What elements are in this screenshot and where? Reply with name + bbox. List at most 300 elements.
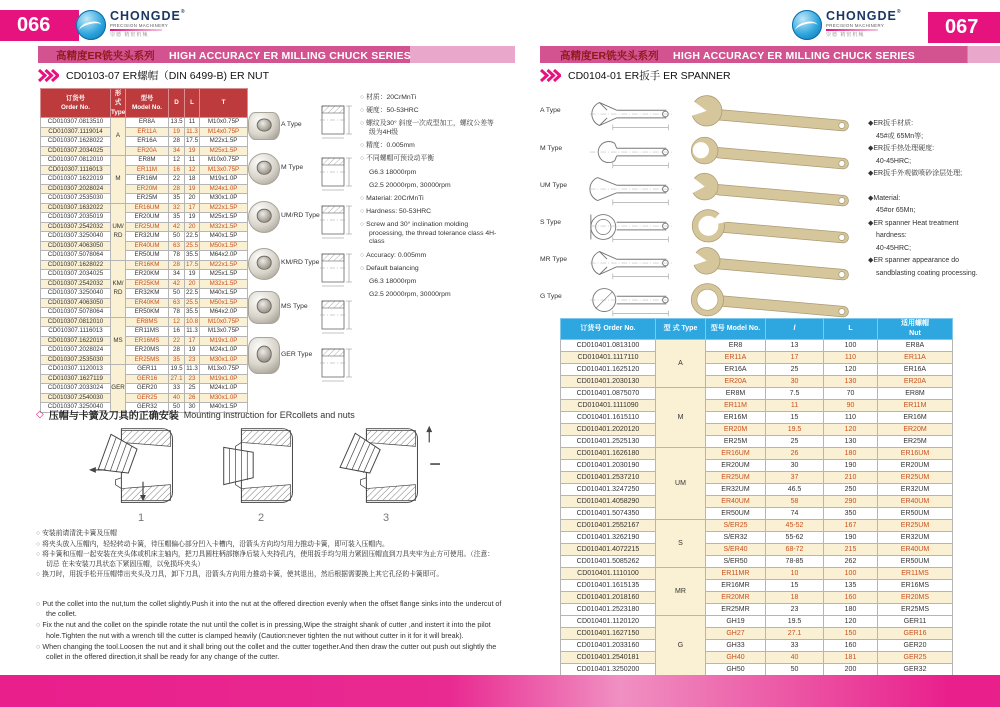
note-item: G2.5 20000rpm, 30000rpm [369,181,451,189]
nut-drawing-icon [320,293,354,342]
cell-model: ER25M [706,436,766,448]
footer-bar [0,675,1000,707]
column-header: 型号 Model No. [706,319,766,340]
cell-order-no: CD010307.3250040 [41,403,111,413]
cell-type-group: MR [656,568,706,616]
cell-l: 10.8 [185,317,199,325]
brand-accent-line [826,29,878,32]
cell-model: S/ER32 [706,532,766,544]
table-row [41,298,248,308]
cell-l: 35.5 [185,308,199,316]
cell-l-upper: 180 [824,604,878,616]
cell-l-upper: 150 [824,628,878,640]
cell-d: 78 [169,251,185,261]
cell-model: ER20MR [706,592,766,604]
cell-l: 19 [185,146,200,156]
cell-model: ER32KM [126,289,169,299]
cell-l: 20 [185,222,200,232]
nut-photo-km-rd-type [248,248,280,280]
cell-d: 50 [169,232,185,242]
section-title-text: CD0103-07 ER螺帽（DIN 6499-B) ER NUT [66,69,270,82]
table-row [41,175,248,185]
cell-l-lower: 55-62 [766,532,824,544]
nut-type-label: UM/RD Type [281,212,320,219]
cell-l: 11.3 [186,327,198,335]
cell-model: ER25M [126,194,169,204]
cell-t: M40x1.5P [200,232,248,242]
cell-nut: GER32 [878,664,953,676]
cell-order-no: CD010307.1632022 [41,203,111,213]
cell-order-no: CD010401.2030130 [561,376,656,388]
note-item: G2.5 20000rpm, 30000rpm [369,291,451,299]
cell-model: ER8 [706,340,766,352]
instruction-item: ○ 将夹头放入压帽内，轻轻转动卡簧，待压帽偏心部分凹入卡槽内，沿箭头方向均匀用力推动卡簧，即可装入压帽内。 [36,540,389,548]
cell-order-no: CD010307.0812010 [41,317,111,327]
cell-nut: ER16A [878,364,953,376]
table-row [41,251,248,261]
table-row [561,652,953,664]
cell-l-lower: 45-52 [766,520,824,532]
cell-nut: GER16 [878,628,953,640]
cell-nut: ER8M [878,388,953,400]
nut-photo-a-type [248,112,280,140]
cell-order-no: CD010307.4063050 [41,241,111,251]
table-row [41,384,248,394]
registered-mark: ® [180,9,186,15]
table-row [41,365,248,375]
brand-chinese: 崇德 精密机械 [826,31,865,38]
mounting-diagram-step-1 [88,424,198,513]
cell-l: 25.5 [185,298,199,306]
cell-l-upper: 120 [824,364,878,376]
cell-nut: ER32UM [878,484,953,496]
cell-d: 35 [169,194,185,204]
cell-model: ER20A [126,146,169,156]
cell-t: M13x0.75P [200,165,248,175]
cell-model: GER16 [126,374,169,384]
spanner-type-label: UM Type [540,182,568,189]
cell-model: ER16A [126,137,169,147]
table-row [561,472,953,484]
cell-d: 28 [169,346,185,356]
brand-name: CHONGDE® [826,9,902,23]
cell-l-lower: 50 [766,664,824,676]
cell-model: GER25 [126,393,169,403]
cell-l: 19 [185,213,200,223]
cell-order-no: CD010401.2552167 [561,520,656,532]
cell-nut: ER20MS [878,592,953,604]
cell-t: M32x1.5P [200,222,248,232]
cell-l: 12 [185,165,200,175]
globe-icon [792,10,822,40]
column-header: T [200,89,248,118]
cell-order-no: CD010401.0813100 [561,340,656,352]
cell-l-lower: 17 [766,352,824,364]
cell-model: ER20MS [126,346,169,356]
cell-l-lower: 58 [766,496,824,508]
cell-d: 13.5 [170,118,183,126]
table-row [561,532,953,544]
column-header: 订货号 Order No. [561,319,656,340]
cell-l: 30 [185,403,200,413]
cell-order-no: CD010307.1116013 [41,327,111,337]
cell-order-no: CD010307.2034025 [41,270,111,280]
table-row [561,340,953,352]
cell-order-no: CD010307.2028024 [41,346,111,356]
cell-l-lower: 26 [766,448,824,460]
note-item: ○ 材质：20CrMnTi [360,94,417,101]
cell-l: 11.3 [186,127,198,135]
cell-order-no: CD010307.5078064 [41,251,111,261]
cell-d: 19.5 [170,365,183,373]
cell-l-upper: 130 [824,436,878,448]
note-item: 45#or 65Mn; [876,207,916,214]
mounting-title-en: Mounting instruction for ERcollets and nuts [183,409,355,420]
table-row [41,203,248,213]
mounting-title-cn: 压帽与卡簧及刀具的正确安装 [48,411,179,422]
spanner-drawing-icon [588,135,674,176]
cell-order-no: CD010401.5085262 [561,556,656,568]
brand-subtitle: PRECISION MACHINERY [826,22,885,28]
cell-nut: ER25MS [878,604,953,616]
nut-photo-ger-type [248,337,280,374]
cell-model: ER16MR [706,580,766,592]
series-title-en: HIGH ACCURACY ER MILLING CHUCK SERIES [169,50,411,62]
cell-l-lower: 15 [766,580,824,592]
cell-d: 34 [169,146,185,156]
cell-t: M13x0.75P [200,327,248,337]
cell-model: ER11M [126,165,169,175]
cell-model: ER16MS [126,336,169,346]
cell-model: ER20M [706,424,766,436]
note-item: sandblasting coating processing. [876,269,978,277]
table-row [41,137,248,147]
cell-l-upper: 190 [824,460,878,472]
cell-l-lower: 19.5 [766,424,824,436]
cell-order-no: CD010401.4072215 [561,544,656,556]
cell-t: M30x1.0P [200,393,248,403]
cell-l-upper: 130 [824,376,878,388]
note-item: G6.3 18000rpm [369,168,417,176]
cell-t: M22x1.5P [200,137,248,147]
note-item: ◆ER扳手材质: [868,120,914,127]
table-row [41,213,248,223]
cell-d: 78 [169,308,185,318]
cell-t: M25x1.5P [200,146,248,156]
cell-d: 35 [169,355,185,365]
cell-l-upper: 70 [824,388,878,400]
cell-order-no: CD010401.2540181 [561,652,656,664]
nut-drawing-icon [320,246,354,295]
cell-model: ER25UM [706,472,766,484]
cell-model: GER32 [126,403,169,413]
cell-nut: ER11A [878,352,953,364]
cell-order-no: CD010401.1615110 [561,412,656,424]
cell-d: 63 [169,241,185,251]
mounting-instructions-en [36,599,502,663]
cell-d: 12 [169,156,185,166]
mounting-section-title [36,407,355,422]
note-item: ◆ER spanner appearance do [868,257,960,264]
cell-d: 40 [169,393,185,403]
cell-l-lower: 11 [766,400,824,412]
mounting-instructions-cn [36,529,499,581]
brand-accent-line [110,29,162,32]
cell-l-lower: 19.5 [766,616,824,628]
globe-icon [76,10,106,40]
nut-photo-ms-type [248,291,280,324]
cell-l-upper: 262 [824,556,878,568]
cell-order-no: CD010401.5074350 [561,508,656,520]
table-row [41,336,248,346]
cell-d: 28 [169,137,185,147]
cell-l-lower: 10 [766,568,824,580]
nut-drawing-icon [320,198,354,247]
table-row [41,241,248,251]
note-item: ○ 精度：0.005mm [360,142,415,150]
cell-order-no: CD010401.1627150 [561,628,656,640]
cell-l-upper: 167 [824,520,878,532]
brand-chinese: 崇德 精密机械 [110,31,149,38]
cell-order-no: CD010401.1110100 [561,568,656,580]
series-banner-right [540,46,1000,63]
cell-model: ER32UM [706,484,766,496]
cell-l-lower: 74 [766,508,824,520]
mounting-diagram-step-3 [333,424,443,513]
diagram-step-number: 3 [382,512,390,524]
cell-order-no: CD010307.2535030 [41,194,111,204]
cell-l: 17.5 [185,137,199,145]
cell-l-lower: 78-85 [766,556,824,568]
cell-t: M30x1.0P [200,355,248,365]
cell-nut: ER25UM [878,472,953,484]
column-header: 订货号 Order No. [41,89,111,118]
note-item: 40-45HRC; [876,244,912,252]
cell-l: 23 [185,374,200,384]
cell-order-no: CD010307.3250040 [41,289,111,299]
table-row [561,640,953,652]
cell-t: M24x1.0P [200,346,248,356]
series-title-cn: 高精度ER铣夹头系列 [56,50,155,62]
cell-model: ER20M [126,184,169,194]
nut-drawing-icon [320,150,354,199]
cell-order-no: CD010307.2542032 [41,222,111,232]
cell-t: M32x1.5P [200,279,248,289]
column-header: 适用螺帽 Nut [878,319,953,340]
note-item: G6.3 18000rpm [369,278,417,286]
cell-l-upper: 160 [824,640,878,652]
cell-type-group: M [111,156,126,204]
cell-t: M14x0.75P [200,127,248,137]
cell-d: 50 [169,403,185,413]
cell-model: GER11 [126,365,169,375]
table-row [41,222,248,232]
cell-model: ER16UM [126,203,169,213]
cell-order-no: CD010401.1120120 [561,616,656,628]
cell-t: M30x1.0P [200,194,248,204]
brand-text [110,10,186,38]
nut-drawing-icon [320,341,354,390]
spanner-type-label: M Type [540,145,563,152]
cell-t: M10x0.75P [200,156,248,166]
column-header: 形 式 Type [111,90,126,116]
table-row [561,388,953,400]
diagram-step-number: 2 [257,512,265,524]
cell-nut: ER16M [878,412,953,424]
nut-type-label: KM/RD Type [281,259,320,266]
cell-l-upper: 110 [824,352,878,364]
cell-order-no: CD010307.1627119 [41,374,111,384]
nut-notes [360,94,498,304]
cell-d: 32 [169,203,185,213]
cell-order-no: CD010307.2033024 [41,384,111,394]
instruction-item: ○ Put the collet into the nut,tum the collet slightly.Push it into the nut at the offered direction evenly when the offset flange sinks into the undercut of the collet. [36,599,502,619]
cell-model: ER50UM [706,508,766,520]
cell-l: 23 [185,355,200,365]
cell-t: M13x0.75P [200,365,248,375]
cell-type-group: GER [111,365,126,413]
table-row [41,118,248,128]
cell-l-upper: 160 [824,592,878,604]
chevrons-icon [38,69,59,82]
note-item: 40-45HRC; [876,157,912,165]
cell-order-no: CD010401.1117110 [561,352,656,364]
cell-order-no: CD010401.1111090 [561,400,656,412]
cell-t: M25x1.5P [200,270,248,280]
cell-order-no: CD010307.1622019 [41,336,111,346]
cell-nut: GER25 [878,652,953,664]
cell-l: 19 [185,270,200,280]
cell-order-no: CD010307.2028024 [41,184,111,194]
er-nut-table [40,88,248,413]
cell-order-no: CD010401.0875070 [561,388,656,400]
cell-model: ER50UM [126,251,169,261]
table-row [41,146,248,156]
cell-order-no: CD010307.2035019 [41,213,111,223]
cell-l-upper: 100 [824,340,878,352]
cell-model: ER11MS [126,327,169,337]
cell-order-no: CD010307.1628022 [41,260,111,270]
cell-t: M19x1.0P [200,336,248,346]
brand-text [826,10,902,38]
cell-d: 28 [169,260,185,270]
cell-order-no: CD010307.1116013 [41,165,111,175]
cell-model: S/ER50 [706,556,766,568]
cell-order-no: CD010401.3247250 [561,484,656,496]
spanner-type-label: G Type [540,293,562,300]
cell-t: M19x1.0P [200,374,248,384]
cell-order-no: CD010307.5078064 [41,308,111,318]
cell-t: M50x1.5P [200,298,248,308]
table-row [561,412,953,424]
cell-l-upper: 250 [824,484,878,496]
cell-order-no: CD010401.2523180 [561,604,656,616]
table-row [41,355,248,365]
cell-order-no: CD010401.1625120 [561,364,656,376]
cell-l-lower: 25 [766,436,824,448]
cell-order-no: CD010401.1615135 [561,580,656,592]
cell-model: ER11MR [706,568,766,580]
cell-type-group: S [656,520,706,568]
cell-order-no: CD010307.0813510 [41,118,111,128]
cell-order-no: CD010401.2033160 [561,640,656,652]
cell-t: M24x1.0P [200,384,248,394]
table-row [41,327,248,337]
cell-l-upper: 215 [824,544,878,556]
cell-l: 11.3 [186,365,198,373]
table-row [561,484,953,496]
cell-l-lower: 27.1 [766,628,824,640]
instruction-item: ○ 安装前请清洗卡簧及压帽 [36,530,117,537]
spanner-drawing-icon [588,246,674,287]
brand-logo-left [76,10,186,40]
column-header: L [185,89,200,118]
note-item: ◆ER spanner Heat treatment [868,219,959,227]
cell-l: 18 [185,175,200,185]
cell-order-no: CD010401.2018160 [561,592,656,604]
cell-l: 26 [185,393,200,403]
table-row [561,436,953,448]
cell-model: ER32UM [126,232,169,242]
note-item: ◆ER扳手外观做喷砂涂层处理; [868,170,963,177]
cell-type-group: A [111,118,126,156]
nut-type-label: M Type [281,164,304,171]
table-row [561,376,953,388]
instruction-item: ○ Fix the nut and the collet on the spindle rotate the nut until the collet is in pressing,Wipe the straight shank of cutter ,and instert it into the pilot hole.Tighten the nut with a wrench till the cutter is clamped heavily (Caution:never tighten the nut without cutter in it for it will break). [36,620,491,640]
cell-l-upper: 350 [824,508,878,520]
nut-type-label: A Type [281,121,302,128]
cell-l-lower: 30 [766,376,824,388]
table-row [41,393,248,403]
cell-model: ER25MS [126,355,169,365]
cell-order-no: CD010307.1120013 [41,365,111,375]
cell-nut: ER25M [878,436,953,448]
table-row [561,580,953,592]
spanner-photo-g-type [680,281,864,324]
spanner-type-label: S Type [540,219,562,226]
registered-mark: ® [896,9,902,15]
cell-order-no: CD010307.1628022 [41,137,111,147]
cell-nut: ER20M [878,424,953,436]
note-item: ○ Screw and 30° inclination molding processing, the thread tolerance class 4H-class [360,221,497,246]
cell-order-no: CD010307.2540030 [41,393,111,403]
table-row [561,352,953,364]
table-row [561,592,953,604]
cell-l-lower: 25 [766,364,824,376]
table-row [561,604,953,616]
spanner-drawing-icon [588,172,674,213]
cell-l: 19 [185,346,200,356]
cell-order-no: CD010307.2034025 [41,146,111,156]
table-row [561,448,953,460]
column-header: L [824,319,878,340]
mounting-diagram-step-2 [208,424,318,513]
note-item: ○ Material: 20CrMnTi [360,194,424,202]
cell-model: ER20UM [126,213,169,223]
cell-type-group: UM/ RD [111,203,126,260]
nut-drawing-icon [320,98,354,147]
cell-nut: GER20 [878,640,953,652]
cell-t: M50x1.5P [200,241,248,251]
cell-l: 25 [185,384,200,394]
cell-d: 19 [169,127,185,137]
cell-order-no: CD010401.1626180 [561,448,656,460]
cell-model: ER16A [706,364,766,376]
cell-l: 17 [185,336,200,346]
cell-order-no: CD010401.3262190 [561,532,656,544]
table-row [561,460,953,472]
table-row [561,400,953,412]
